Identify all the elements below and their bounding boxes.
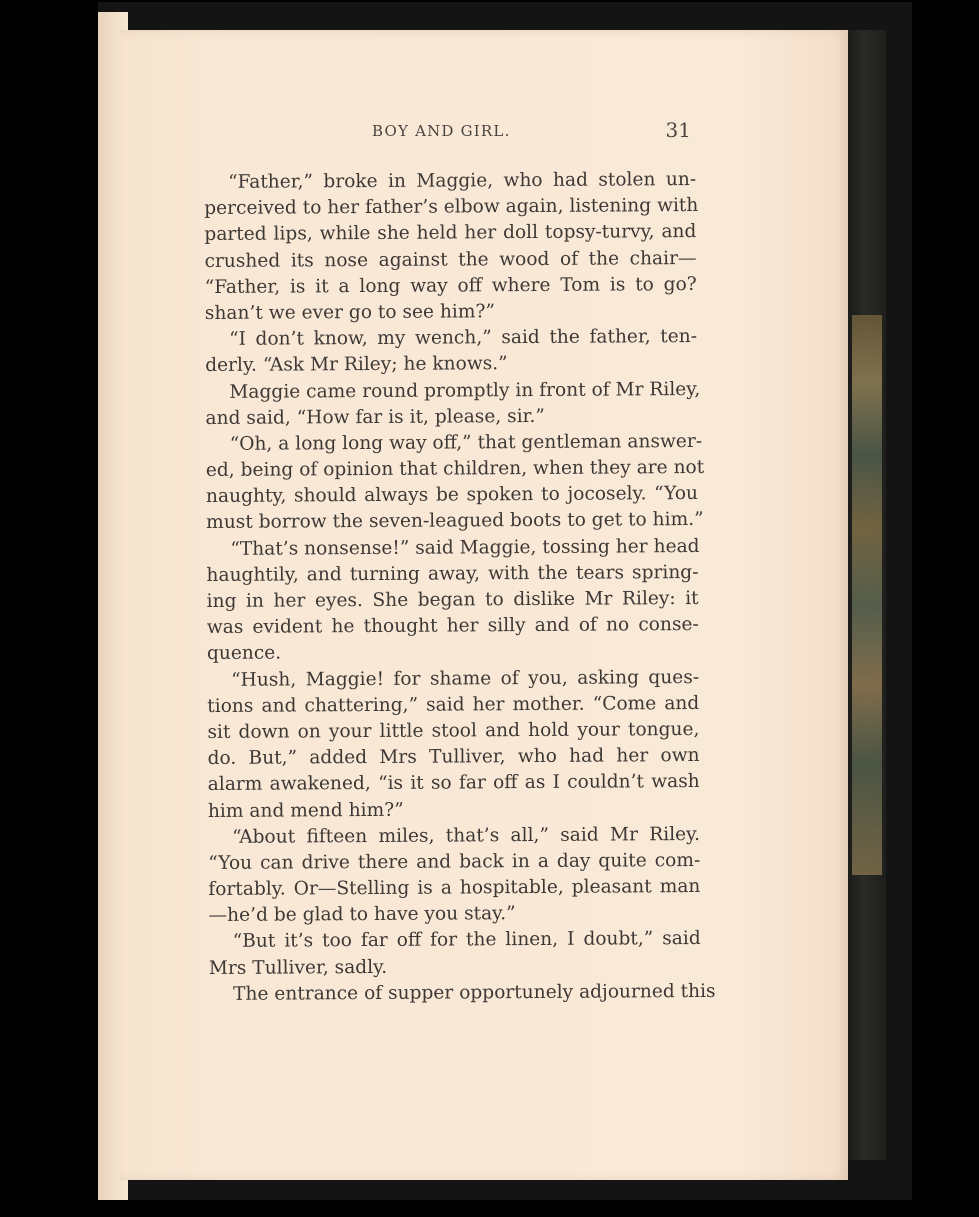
text-line: was evident he thought her silly and of no conse- xyxy=(206,614,699,639)
text-line: quence. xyxy=(206,642,282,665)
text-line: naughty, should always be spoken to jocosely. “You xyxy=(205,483,699,508)
text-line: crushed its nose against the wood of the chair— xyxy=(204,247,697,272)
text-line: perceived to her father’s elbow again, listening with xyxy=(204,195,699,220)
text-line: derly. “Ask Mr Riley; he knows.” xyxy=(205,353,508,377)
text-line: “About fifteen miles, that’s all,” said Mr Riley. xyxy=(232,823,701,848)
text-line: tions and chattering,” said her mother. “Come and xyxy=(207,692,700,717)
text-line: shan’t we ever go to see him?” xyxy=(204,301,496,324)
text-line: and said, “How far is it, please, sir.” xyxy=(205,405,545,429)
text-line: “Oh, a long long way off,” that gentleman answer- xyxy=(229,430,703,455)
text-line: “That’s nonsense!” said Maggie, tossing her head xyxy=(230,535,700,560)
body-text xyxy=(204,167,716,1008)
text-line: —he’d be glad to have you stay.” xyxy=(208,903,516,927)
text-line: must borrow the seven-leagued boots to get to him.” xyxy=(206,509,704,534)
page-number: 31 xyxy=(665,118,691,142)
text-line: him and mend him?” xyxy=(207,799,404,822)
text-line: Maggie came round promptly in front of Mr Riley, xyxy=(229,378,701,403)
text-line: ed, being of opinion that children, when they are not xyxy=(205,457,705,482)
text-line: “But it’s too far off for the linen, I doubt,” said xyxy=(232,928,701,953)
text-line: The entrance of supper opportunely adjourned this xyxy=(232,980,716,1005)
text-line: “Father, is it a long way off where Tom is to go? xyxy=(204,273,697,298)
running-title: BOY AND GIRL. xyxy=(372,122,511,140)
marbled-edge xyxy=(852,315,882,875)
text-line: “I don’t know, my wench,” said the father, ten- xyxy=(228,326,698,350)
text-line: haughtily, and turning away, with the tears spring- xyxy=(206,561,699,586)
text-line: sit down on your little stool and hold your tongue, xyxy=(207,718,700,743)
text-line: ing in her eyes. She began to dislike Mr Riley: it xyxy=(206,587,699,612)
text-line: fortably. Or—Stelling is a hospitable, pleasant man xyxy=(208,876,701,901)
page-header xyxy=(255,118,695,146)
text-line: “Hush, Maggie! for shame of you, asking ques- xyxy=(231,666,700,691)
text-line: parted lips, while she held her doll topsy-turvy, and xyxy=(204,221,697,246)
text-line: alarm awakened, “is it so far off as I couldn’t wash xyxy=(207,771,700,796)
text-line: “Father,” broke in Maggie, who had stolen un- xyxy=(228,168,697,193)
text-line: Mrs Tulliver, sadly. xyxy=(208,956,388,979)
text-line: “You can drive there and back in a day quite com- xyxy=(208,849,701,874)
text-line: do. But,” added Mrs Tulliver, who had her own xyxy=(207,745,700,770)
